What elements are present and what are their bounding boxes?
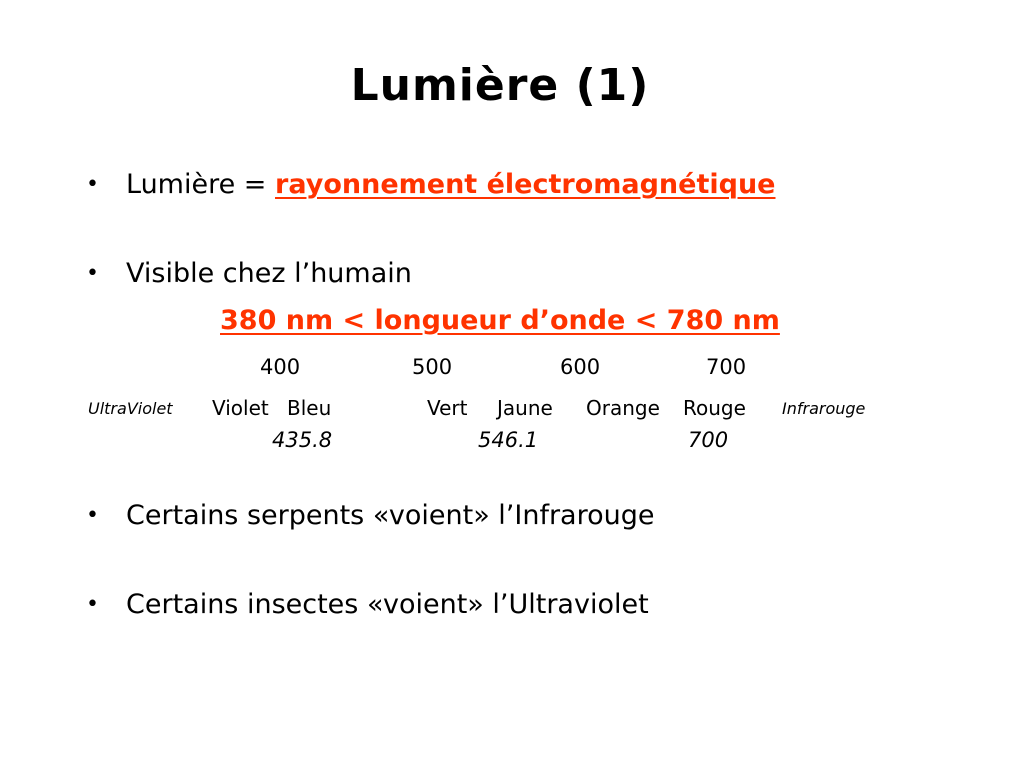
bullet-prefix: Lumière = [126, 169, 276, 200]
bullet-text: Certains serpents «voient» l’Infrarouge [126, 500, 655, 531]
bullet-dot: • [86, 503, 99, 528]
bullet-text [126, 167, 776, 203]
bullet-dot: • [86, 172, 99, 197]
visible-range-line: 380 nm < longueur d’onde < 780 nm [220, 305, 780, 336]
color-jaune: Jaune [497, 396, 553, 420]
bullet-text: Certains insectes «voient» l’Ultraviolet [126, 589, 649, 620]
boundary-value: 700 [688, 428, 729, 452]
spectrum-tick: 500 [412, 355, 453, 379]
slide-title: Lumière (1) [350, 60, 650, 111]
bullet-dot: • [86, 592, 99, 617]
boundary-value: 546.1 [478, 428, 539, 452]
color-violet: Violet [212, 396, 269, 420]
band-ultraviolet: UltraViolet [88, 399, 173, 418]
color-bleu: Bleu [287, 396, 332, 420]
color-vert: Vert [427, 396, 468, 420]
band-infrarouge: Infrarouge [782, 399, 866, 418]
color-rouge: Rouge [683, 396, 746, 420]
color-orange: Orange [586, 396, 660, 420]
spectrum-tick: 400 [260, 355, 301, 379]
spectrum-tick: 700 [706, 355, 747, 379]
boundary-value: 435.8 [272, 428, 333, 452]
highlight-em-radiation: rayonnement électromagnétique [275, 169, 776, 200]
bullet-text: Visible chez l’humain [126, 258, 412, 289]
spectrum-tick: 600 [560, 355, 601, 379]
bullet-dot: • [86, 261, 99, 286]
